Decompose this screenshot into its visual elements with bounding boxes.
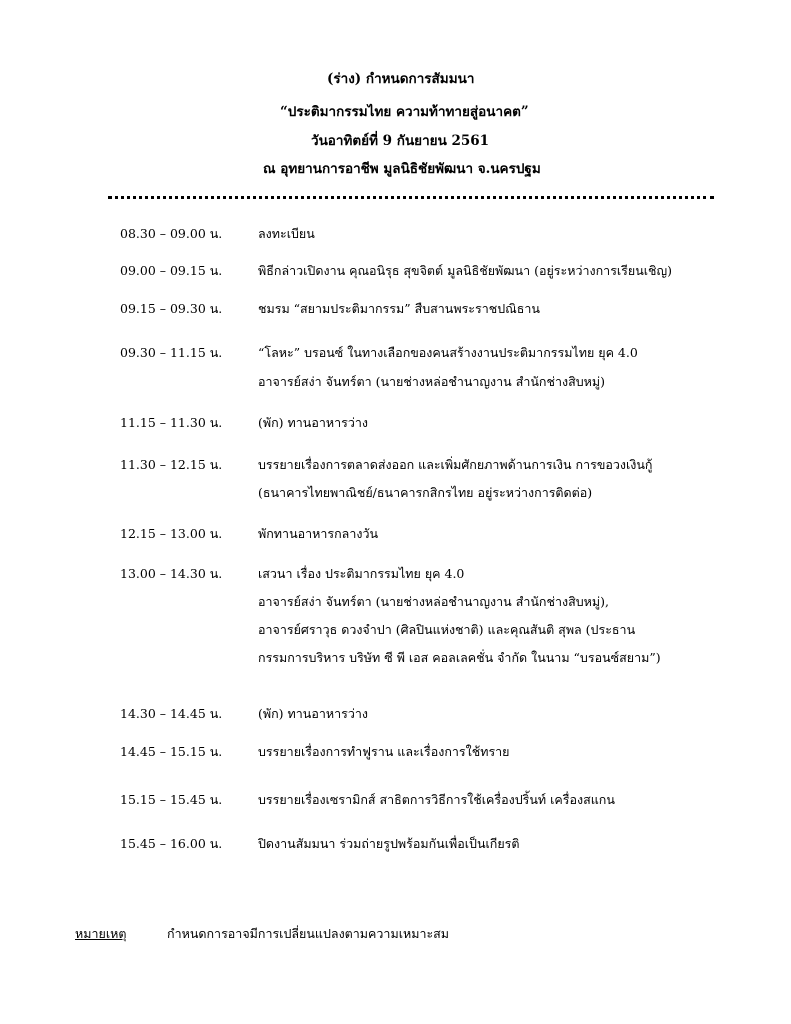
schedule-item-detail: (ธนาคารไทยพาณิชย์/ธนาคารกสิกรไทย อยู่ระหว่างการติดต่อ) [258,485,593,500]
schedule-time: 15.45 – 16.00 น. [120,836,223,851]
schedule-item-detail: อาจารย์ศราวุธ ดวงจำปา (ศิลปินแห่งชาติ) และคุณสันติ สุพล (ประธาน [258,622,636,637]
note-text: กำหนดการอาจมีการเปลี่ยนแปลงตามความเหมาะสม [167,926,450,941]
schedule-item: พักทานอาหารกลางวัน [258,526,379,541]
schedule-time: 13.00 – 14.30 น. [120,566,223,581]
schedule-time: 14.30 – 14.45 น. [120,706,223,721]
schedule-item: บรรยายเรื่องการตลาดส่งออก และเพิ่มศักยภาพด้านการเงิน การขอวงเงินกู้ [258,457,653,472]
schedule-time: 11.15 – 11.30 น. [120,415,223,430]
schedule-item: พิธีกล่าวเปิดงาน คุณอนิรุธ สุขจิตต์ มูลนิธิชัยพัฒนา (อยู่ระหว่างการเรียนเชิญ) [258,263,673,278]
note-label: หมายเหตุ [75,926,127,941]
seminar-date: วันอาทิตย์ที่ 9 กันยายน 2561 [311,133,490,149]
schedule-item: (พัก) ทานอาหารว่าง [258,415,368,430]
schedule-time: 15.15 – 15.45 น. [120,792,223,807]
seminar-name: “ประติมากรรมไทย ความท้าทายสู่อนาคต” [280,104,529,120]
schedule-time: 11.30 – 12.15 น. [120,457,223,472]
schedule-time: 09.30 – 11.15 น. [120,345,223,360]
schedule-item: ลงทะเบียน [258,226,315,241]
schedule-item-detail: อาจารย์สง่า จันทร์ตา (นายช่างหล่อชำนาญงาน สำนักช่างสิบหมู่) [258,374,605,389]
schedule-item-detail: กรรมการบริหาร บริษัท ซี พี เอส คอลเลคชั่น จำกัด ในนาม “บรอนซ์สยาม”) [258,650,661,665]
schedule-time: 09.00 – 09.15 น. [120,263,223,278]
schedule-item: “โลหะ” บรอนซ์ ในทางเลือกของคนสร้างงานประติมากรรมไทย ยุค 4.0 [258,345,638,360]
schedule-time: 14.45 – 15.15 น. [120,744,223,759]
schedule-time: 09.15 – 09.30 น. [120,301,223,316]
draft-title: (ร่าง) กำหนดการสัมมนา [327,71,475,87]
seminar-venue: ณ อุทยานการอาชีพ มูลนิธิชัยพัฒนา จ.นครปฐม [263,161,541,177]
schedule-item: ปิดงานสัมมนา ร่วมถ่ายรูปพร้อมกันเพื่อเป็นเกียรติ [258,836,520,851]
schedule-item: บรรยายเรื่องการทำฟูราน และเรื่องการใช้ทราย [258,744,510,759]
schedule-item: (พัก) ทานอาหารว่าง [258,706,368,721]
schedule-item: เสวนา เรื่อง ประติมากรรมไทย ยุค 4.0 [258,566,465,581]
dotted-divider [108,196,714,199]
schedule-time: 08.30 – 09.00 น. [120,226,223,241]
schedule-item-detail: อาจารย์สง่า จันทร์ตา (นายช่างหล่อชำนาญงาน สำนักช่างสิบหมู่), [258,594,609,609]
schedule-time: 12.15 – 13.00 น. [120,526,223,541]
schedule-item: บรรยายเรื่องเซรามิกส์ สาธิตการวิธีการใช้เครื่องปริ้นท์ เครื่องสแกน [258,792,615,807]
schedule-item: ชมรม “สยามประติมากรรม” สืบสานพระราชปณิธาน [258,301,540,316]
